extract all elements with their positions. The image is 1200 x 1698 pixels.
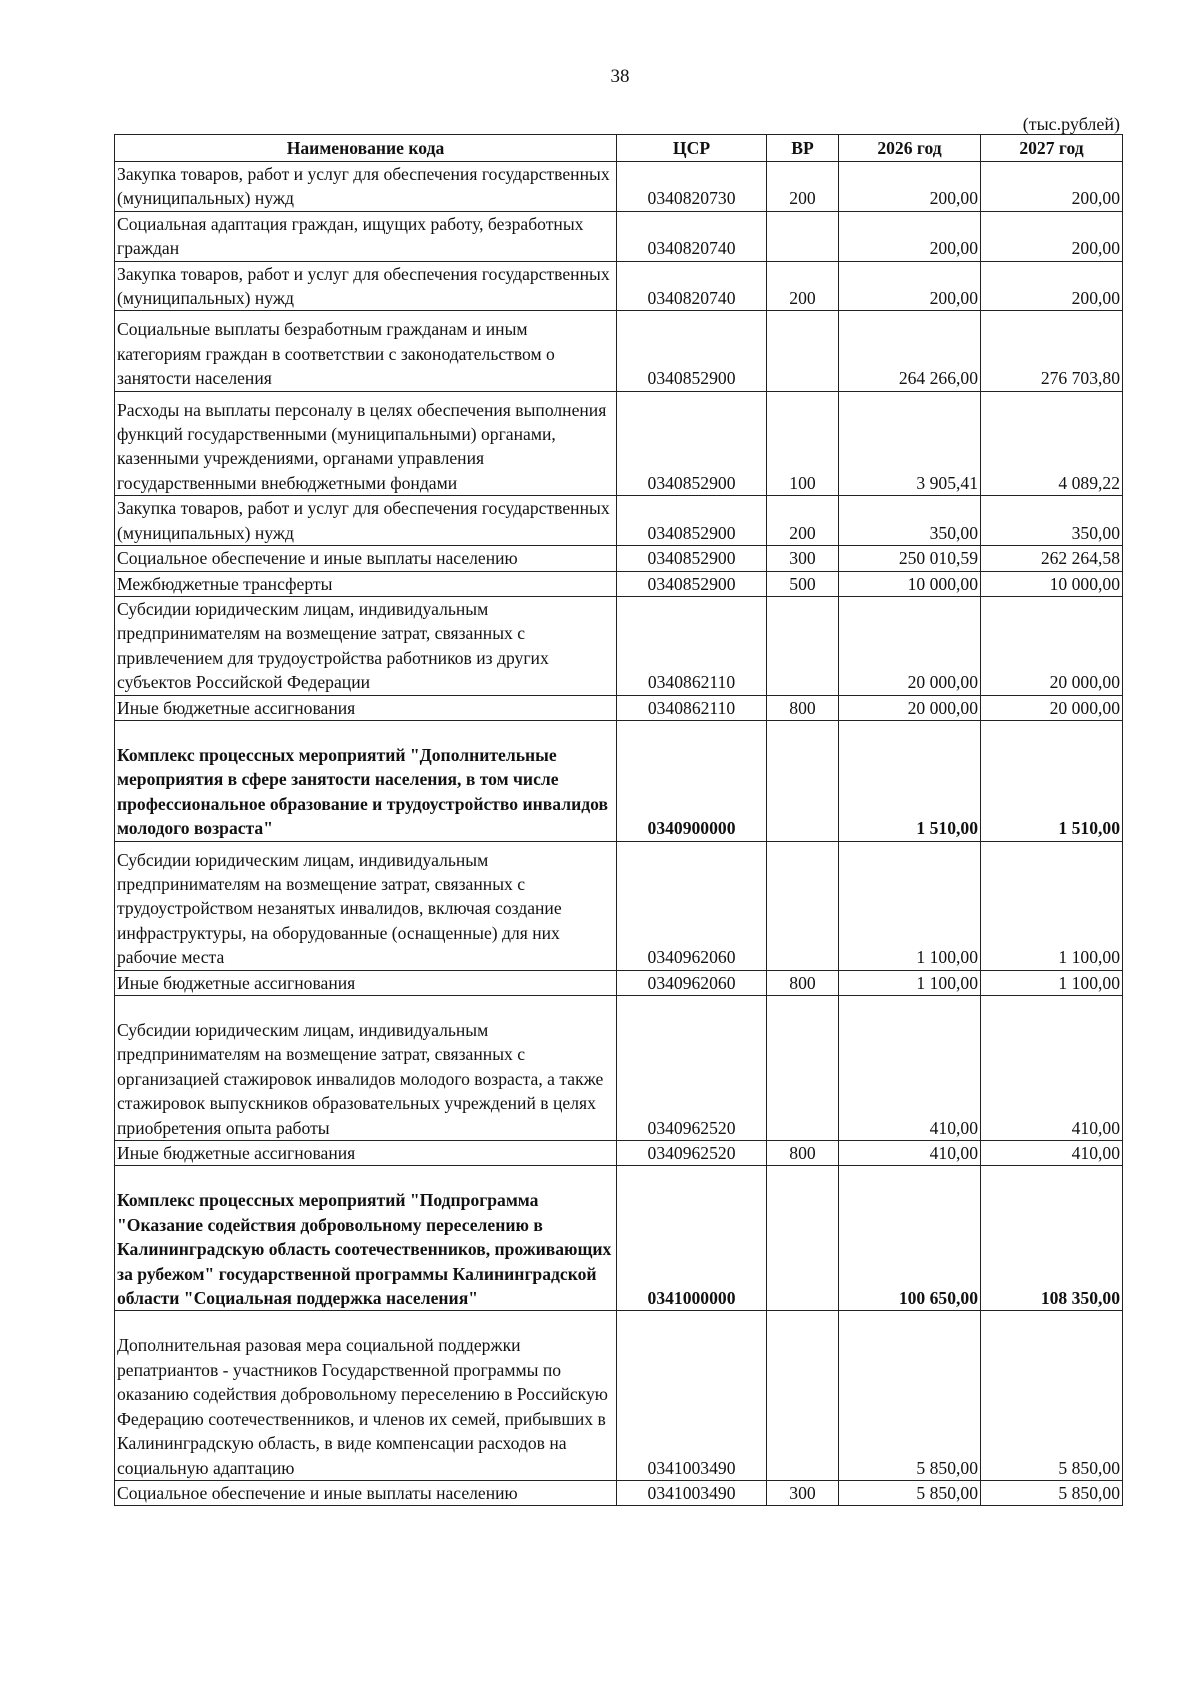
row-vr [767,996,839,1141]
row-csr: 0340962060 [617,841,767,970]
row-vr [767,311,839,391]
row-2026: 5 850,00 [839,1311,981,1480]
row-name: Закупка товаров, работ и услуг для обеспечения государственных (муниципальных) нужд [115,261,617,311]
units-label: (тыс.рублей) [1022,114,1120,134]
row-2027: 5 850,00 [981,1311,1123,1480]
row-csr: 0340852900 [617,391,767,496]
table-row [115,391,1123,496]
row-2026: 1 510,00 [839,720,981,841]
row-2027: 1 510,00 [981,720,1123,841]
row-2026: 264 266,00 [839,311,981,391]
row-name: Субсидии юридическим лицам, индивидуальным предпринимателям на возмещение затрат, связанных с организацией стажировок инвалидов молодого возраста, а также стажировок выпускников образовательных учреждений в целях приобретения опыта работы [115,996,617,1141]
row-csr: 0340852900 [617,546,767,571]
table-row [115,970,1123,995]
row-csr: 0340862110 [617,695,767,720]
row-csr: 0341000000 [617,1166,767,1311]
table-row [115,571,1123,596]
budget-table [114,134,1123,1506]
page-number: 38 [610,66,630,87]
row-2027: 276 703,80 [981,311,1123,391]
table-row [115,695,1123,720]
row-csr: 0340852900 [617,311,767,391]
row-vr: 800 [767,1141,839,1166]
row-vr [767,1166,839,1311]
row-name: Иные бюджетные ассигнования [115,1141,617,1166]
row-vr: 200 [767,261,839,311]
row-2027: 200,00 [981,261,1123,311]
row-csr: 0341003490 [617,1480,767,1505]
row-2027: 410,00 [981,996,1123,1141]
row-csr: 0340862110 [617,596,767,695]
row-name: Социальные выплаты безработным гражданам и иным категориям граждан в соответствии с законодательством о занятости населения [115,311,617,391]
row-csr: 0340962520 [617,1141,767,1166]
row-vr [767,211,839,261]
row-2027: 1 100,00 [981,970,1123,995]
header-csr: ЦСР [617,135,767,162]
row-2027: 108 350,00 [981,1166,1123,1311]
row-csr: 0340820740 [617,211,767,261]
row-2027: 4 089,22 [981,391,1123,496]
row-vr: 200 [767,496,839,546]
row-csr: 0341003490 [617,1311,767,1480]
row-2026: 410,00 [839,996,981,1141]
row-2026: 1 100,00 [839,970,981,995]
row-name: Закупка товаров, работ и услуг для обеспечения государственных (муниципальных) нужд [115,496,617,546]
row-2026: 1 100,00 [839,841,981,970]
table-row [115,496,1123,546]
row-2026: 10 000,00 [839,571,981,596]
row-2026: 100 650,00 [839,1166,981,1311]
header-2027: 2027 год [981,135,1123,162]
row-name: Социальная адаптация граждан, ищущих работу, безработных граждан [115,211,617,261]
row-name: Субсидии юридическим лицам, индивидуальным предпринимателям на возмещение затрат, связанных с привлечением для трудоустройства работников из других субъектов Российской Федерации [115,596,617,695]
row-2026: 410,00 [839,1141,981,1166]
row-csr: 0340962060 [617,970,767,995]
row-2026: 3 905,41 [839,391,981,496]
row-2027: 200,00 [981,211,1123,261]
header-vr: ВР [767,135,839,162]
row-name: Комплекс процессных мероприятий "Подпрограмма "Оказание содействия добровольному переселению в Калининградскую область соотечественников, проживающих за рубежом" государственной программы Калининградской области "Социальная поддержка населения" [115,1166,617,1311]
row-name: Социальное обеспечение и иные выплаты населению [115,1480,617,1505]
table-row [115,1311,1123,1480]
row-name: Межбюджетные трансферты [115,571,617,596]
row-csr: 0340820730 [617,162,767,212]
row-vr: 800 [767,970,839,995]
row-name: Социальное обеспечение и иные выплаты населению [115,546,617,571]
row-2027: 5 850,00 [981,1480,1123,1505]
row-name: Иные бюджетные ассигнования [115,970,617,995]
table-row [115,261,1123,311]
table-row [115,596,1123,695]
row-2026: 200,00 [839,211,981,261]
row-vr [767,596,839,695]
row-vr [767,841,839,970]
header-2026: 2026 год [839,135,981,162]
table-row [115,311,1123,391]
row-csr: 0340852900 [617,571,767,596]
row-2026: 200,00 [839,261,981,311]
row-name: Иные бюджетные ассигнования [115,695,617,720]
row-name: Закупка товаров, работ и услуг для обеспечения государственных (муниципальных) нужд [115,162,617,212]
row-2027: 1 100,00 [981,841,1123,970]
row-2027: 20 000,00 [981,596,1123,695]
table-row [115,1141,1123,1166]
row-vr: 200 [767,162,839,212]
row-2027: 410,00 [981,1141,1123,1166]
row-2026: 250 010,59 [839,546,981,571]
row-vr: 800 [767,695,839,720]
row-2026: 5 850,00 [839,1480,981,1505]
row-2027: 262 264,58 [981,546,1123,571]
header-name: Наименование кода [115,135,617,162]
table-row [115,211,1123,261]
row-2027: 200,00 [981,162,1123,212]
row-csr: 0340900000 [617,720,767,841]
row-vr: 500 [767,571,839,596]
table-row [115,841,1123,970]
row-csr: 0340962520 [617,996,767,1141]
table-row [115,1480,1123,1505]
table-row [115,162,1123,212]
row-csr: 0340852900 [617,496,767,546]
row-2026: 350,00 [839,496,981,546]
row-2026: 200,00 [839,162,981,212]
row-2027: 20 000,00 [981,695,1123,720]
row-name: Субсидии юридическим лицам, индивидуальным предпринимателям на возмещение затрат, связанных с трудоустройством незанятых инвалидов, включая создание инфраструктуры, на оборудованные (оснащенные) для них рабочие места [115,841,617,970]
row-name: Дополнительная разовая мера социальной поддержки репатриантов - участников Государственной программы по оказанию содействия добровольному переселению в Российскую Федерацию соотечественников, и членов их семей, прибывших в Калининградскую область, в виде компенсации расходов на социальную адаптацию [115,1311,617,1480]
row-vr [767,720,839,841]
table-row-section [115,720,1123,841]
row-vr [767,1311,839,1480]
row-vr: 300 [767,1480,839,1505]
table-header-row [115,135,1123,162]
row-2026: 20 000,00 [839,695,981,720]
row-vr: 100 [767,391,839,496]
row-2027: 350,00 [981,496,1123,546]
row-name: Расходы на выплаты персоналу в целях обеспечения выполнения функций государственными (муниципальными) органами, казенными учреждениями, органами управления государственными внебюджетными фондами [115,391,617,496]
row-2027: 10 000,00 [981,571,1123,596]
table-row [115,996,1123,1141]
row-2026: 20 000,00 [839,596,981,695]
table-row [115,546,1123,571]
row-name: Комплекс процессных мероприятий "Дополнительные мероприятия в сфере занятости населения, в том числе профессиональное образование и трудоустройство инвалидов молодого возраста" [115,720,617,841]
row-vr: 300 [767,546,839,571]
row-csr: 0340820740 [617,261,767,311]
table-row-section [115,1166,1123,1311]
